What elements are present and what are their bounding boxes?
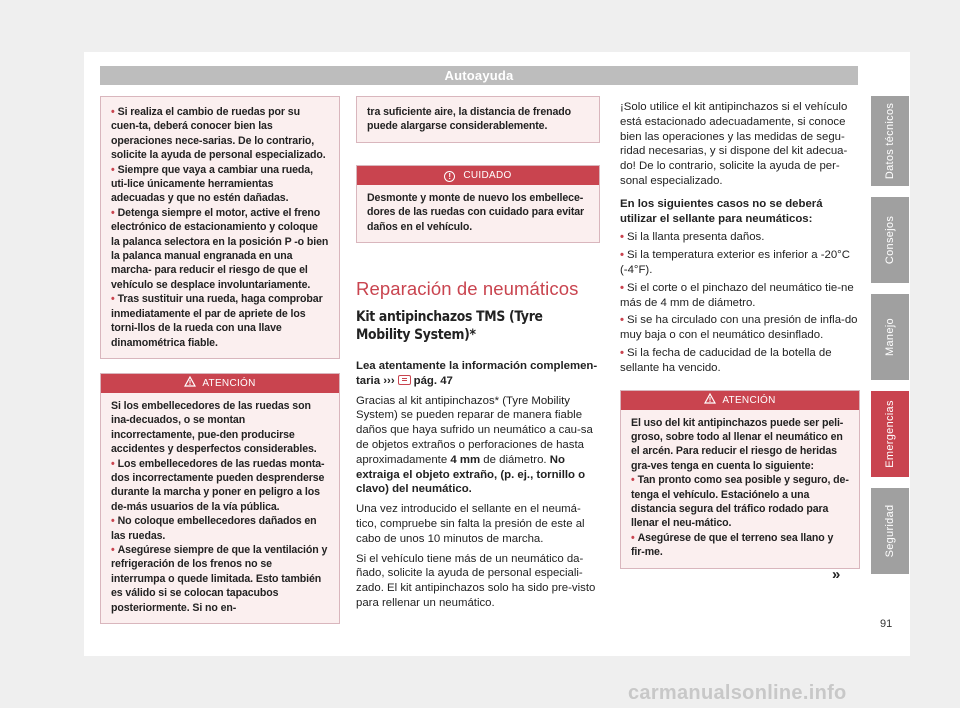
caution-title: CUIDADO xyxy=(463,169,512,181)
list-item: • No coloque embellecedores dañados en las ruedas. xyxy=(111,515,317,542)
reference-arrows: ››› xyxy=(383,374,395,387)
warning-box xyxy=(620,390,860,569)
column-2 xyxy=(356,96,600,611)
list-title: En los siguientes casos no se deberá utilizar el sellante para neumáticos: xyxy=(620,197,823,225)
paragraph: Gracias al kit antipinchazos* (Tyre Mobility System) se pueden reparar de manera fiable daños que haya sufrido un neumático a cau-sa de objetos extraños o perforaciones de hasta aproximadamente 4 mm de diámetro. No extraiga el objeto extraño, (p. ej., tornillo o clavo) del neumático. xyxy=(356,394,593,496)
tab-manejo[interactable]: Manejo xyxy=(871,294,909,380)
list-item: • Si se ha circulado con una presión de infla-do muy baja o con el neumático desinflado. xyxy=(620,314,858,342)
tab-seguridad[interactable]: Seguridad xyxy=(871,488,909,574)
paragraph: Una vez introducido el sellante en el neumá-tico, compruebe sin falta la presión de este al cabo de unos 10 minutos de marcha. xyxy=(356,503,585,545)
list-item: • Asegúrese siempre de que la ventilación y refrigeración de los frenos no se interrumpa o quede limitada. Esto también es válido si se colocan tapacubos posteriormente. Si no en- xyxy=(111,543,328,614)
caution-box xyxy=(356,165,600,243)
warning-title: ATENCIÓN xyxy=(202,377,256,389)
list-item: • Tan pronto como sea posible y seguro, de-tenga el vehículo. Estaciónelo a una distancia segura del tráfico rodado para llenar el neu-mático. xyxy=(631,474,849,530)
warning-box-header xyxy=(101,374,339,393)
list-item: • Si realiza el cambio de ruedas por su cuen-ta, deberá conocer bien las operaciones nece-sarias. De lo contrario, solicite la ayuda de personal especializado. xyxy=(111,106,326,162)
warning-icon xyxy=(184,376,196,387)
book-icon xyxy=(398,375,411,385)
page-header: Autoayuda xyxy=(100,66,858,85)
column-3 xyxy=(620,100,860,569)
warning-icon xyxy=(704,393,716,404)
warning-intro: Si los embellecedores de las ruedas son ina-decuados, o se montan incorrectamente, pue-den producirse accidentes y desperfectos considerables. xyxy=(111,399,317,456)
warning-box-continued xyxy=(100,96,340,359)
paragraph: Si el vehículo tiene más de un neumático da-ñado, solicite la ayuda de personal especiali-zado. El kit antipinchazos solo ha sido pre-visto para rellenar un neumático. xyxy=(356,552,596,609)
subsection-title: Kit antipinchazos TMS (Tyre Mobility System)* xyxy=(356,309,543,344)
warning-box-continued xyxy=(356,96,600,143)
intro-paragraph: Lea atentamente la información complemen-taria ››› pág. 47 xyxy=(356,360,598,387)
list-item: • Detenga siempre el motor, active el freno electrónico de estacionamiento y coloque la palanca selectora en la posición P -o bien la palanca manual engranada en una marcha- para reducir el riesgo de que el vehículo se desplace involuntariamente. xyxy=(111,206,329,291)
warning-intro: El uso del kit antipinchazos puede ser peli-groso, sobre todo al llenar el neumático en el arcén. Para reducir el riesgo de heridas gra-ves tenga en cuenta lo siguiente: xyxy=(631,416,844,472)
list-item: • Tras sustituir una rueda, haga comprobar inmediatamente el par de apriete de los torni-llos de la rueda con una llave dinamométrica fiable. xyxy=(111,293,323,349)
section-title: Reparación de neumáticos xyxy=(356,278,579,300)
info-icon: ! xyxy=(444,171,455,182)
warning-box xyxy=(100,373,340,624)
watermark: carmanualsonline.info xyxy=(628,682,847,704)
list-item: • Si la temperatura exterior es inferior a -20°C (-4°F). xyxy=(620,249,850,276)
warning-box-header xyxy=(621,391,859,410)
page-reference-link[interactable]: pág. 47 xyxy=(413,374,453,387)
tab-consejos[interactable]: Consejos xyxy=(871,197,909,283)
list-item: • Los embellecedores de las ruedas monta-dos incorrectamente pueden desprenderse durante la marcha y poner en peligro a los de-más usuarios de la vía pública. xyxy=(111,457,325,513)
list-item: • Si la fecha de caducidad de la botella de sellante ha vencido. xyxy=(620,346,832,374)
warning-title: ATENCIÓN xyxy=(722,394,776,406)
caution-text: Desmonte y monte de nuevo los embellece-dores de las ruedas con cuidado para evitar daños en el vehículo. xyxy=(367,191,585,233)
caution-box-header xyxy=(357,166,599,185)
tab-datos-tecnicos[interactable]: Datos técnicos xyxy=(871,96,909,186)
column-1 xyxy=(100,96,340,624)
warning-continuation: tra suficiente aire, la distancia de frenado puede alargarse considerablemente. xyxy=(367,106,572,133)
list-item: • Si la llanta presenta daños. xyxy=(620,231,765,244)
list-item: • Si el corte o el pinchazo del neumático tie-ne más de 4 mm de diámetro. xyxy=(620,281,854,309)
tab-emergencias[interactable]: Emergencias xyxy=(871,391,909,477)
paragraph: ¡Solo utilice el kit antipinchazos si el vehículo está estacionado adecuadamente, si conoce bien las operaciones y las medidas de segu-ridad necesarias, y si dispone del kit adecua-do! De lo contrario, solicite la ayuda de per-sonal especializado. xyxy=(620,101,848,187)
list-item: • Siempre que vaya a cambiar una rueda, uti-lice únicamente herramientas adecuadas y que no estén dañadas. xyxy=(111,163,313,205)
list-item: • Asegúrese de que el terreno sea llano y fir-me. xyxy=(631,531,834,559)
continue-arrow-icon: » xyxy=(832,566,841,583)
page-number: 91 xyxy=(880,618,893,630)
